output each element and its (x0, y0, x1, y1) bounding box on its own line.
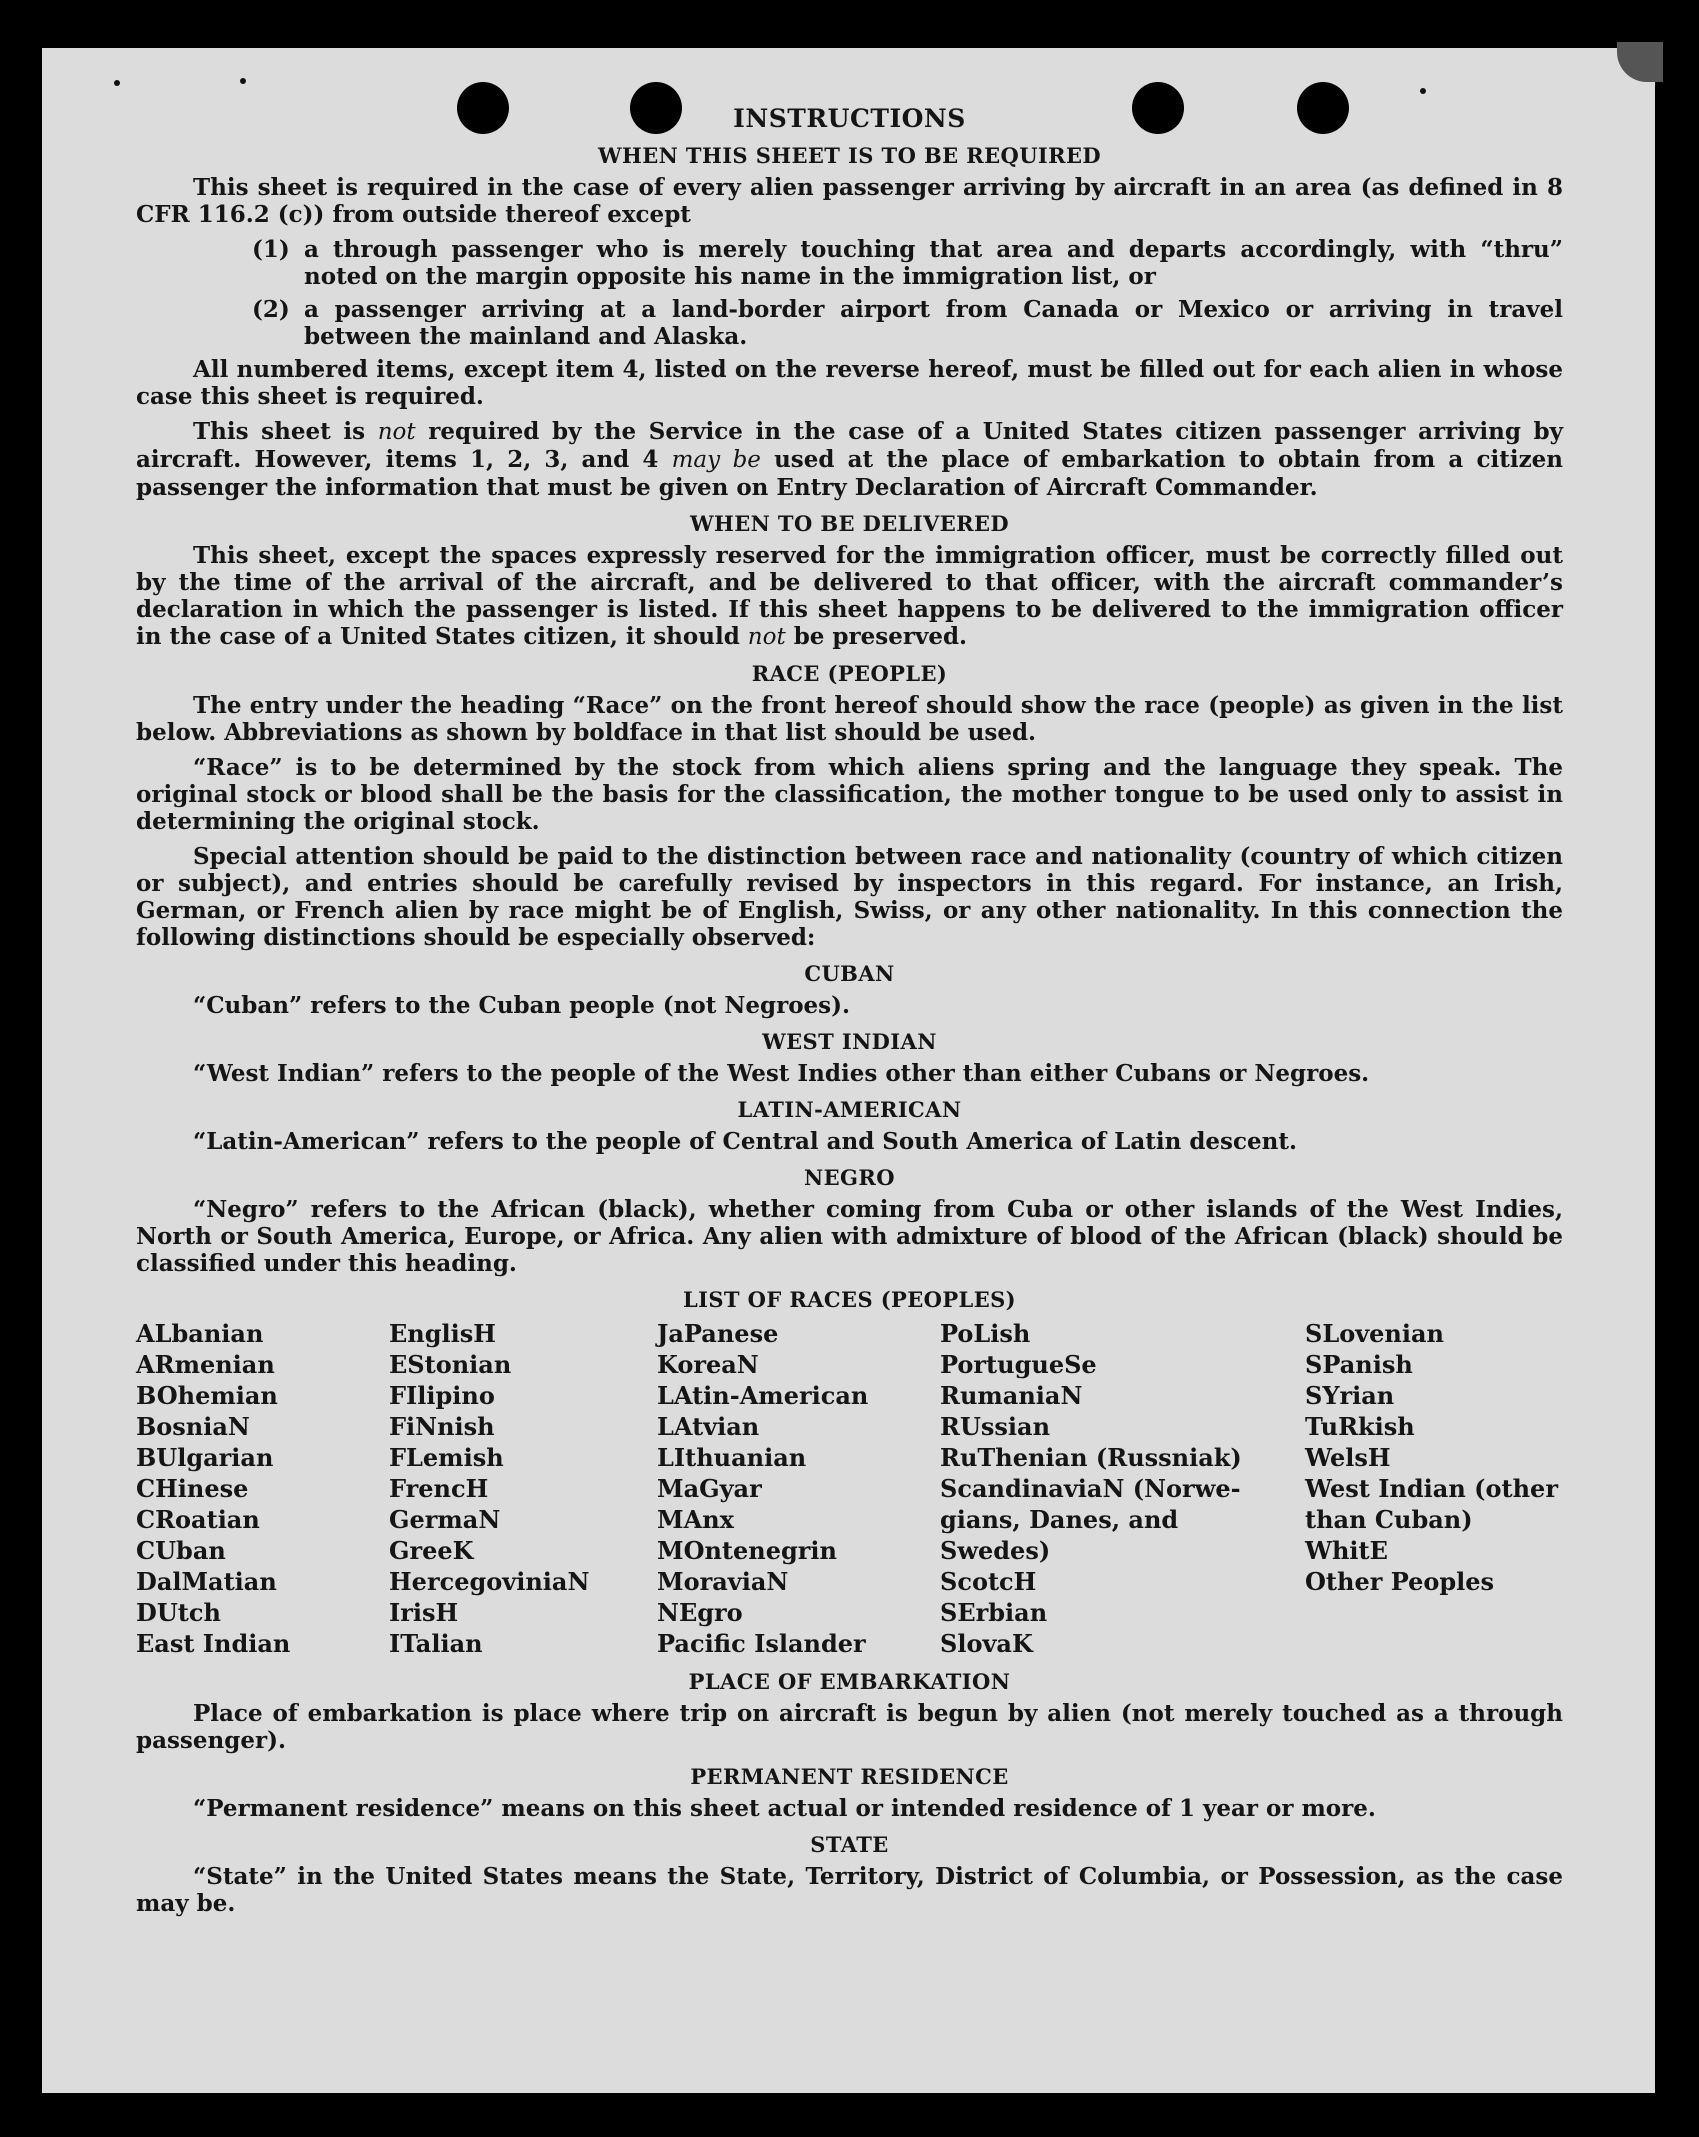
race-entry: WelsH (1305, 1443, 1391, 1472)
races-column (1305, 1318, 1565, 1659)
race-entry: ITalian (389, 1629, 483, 1658)
speck (114, 80, 120, 86)
section-heading-required: WHEN THIS SHEET IS TO BE REQUIRED (597, 143, 1102, 168)
section-heading-latin-american: LATIN-AMERICAN (737, 1097, 962, 1122)
race-entry: FLemish (389, 1443, 504, 1472)
race-entry: MaGyar (657, 1474, 762, 1503)
races-column (940, 1318, 1305, 1659)
race-entry: SYrian (1305, 1381, 1395, 1410)
section-heading-list-of-races: LIST OF RACES (PEOPLES) (682, 1287, 1017, 1312)
race-entry: East Indian (136, 1629, 291, 1658)
race-entry: BOhemian (136, 1381, 278, 1410)
race-entry: LAtvian (657, 1412, 760, 1441)
race-entry: RUssian (940, 1412, 1051, 1441)
race-entry: KoreaN (657, 1350, 759, 1379)
races-column (657, 1318, 940, 1659)
race-entry: BUlgarian (136, 1443, 274, 1472)
races-column (389, 1318, 657, 1659)
cuban-paragraph: “Cuban” refers to the Cuban people (not Negroes). (193, 992, 851, 1019)
race-paragraph-1: The entry under the heading “Race” on the front hereof should show the race (people) as given in the list below. Abbreviations as shown by boldface in that list should be used. (136, 692, 1563, 746)
race-entry: CRoatian (136, 1505, 260, 1534)
section-heading-delivered: WHEN TO BE DELIVERED (689, 511, 1009, 536)
race-entry: EnglisH (389, 1319, 496, 1348)
race-entry: FrencH (389, 1474, 489, 1503)
race-entry: IrisH (389, 1598, 459, 1627)
race-entry: RuThenian (Russniak) (940, 1443, 1242, 1472)
punch-hole (1297, 82, 1349, 134)
race-entry: Pacific Islander (657, 1629, 866, 1658)
race-entry: RumaniaN (940, 1381, 1083, 1410)
race-entry: ALbanian (136, 1319, 264, 1348)
page-title: INSTRUCTIONS (733, 104, 966, 133)
speck (240, 78, 246, 84)
citizen-paragraph: This sheet is not required by the Service in the case of a United States citizen passenger arriving by aircraft. However, items 1, 2, 3, and 4 may be used at the place of embarkation to obtain from a citizen passenger the information that must be given on Entry Declaration of Aircraft Commander. (136, 418, 1564, 501)
race-entry: SLovenian (1305, 1319, 1444, 1348)
race-entry: JaPanese (657, 1319, 779, 1348)
latin-american-paragraph: “Latin-American” refers to the people of Central and South America of Latin descent. (193, 1128, 1297, 1155)
punch-hole (1132, 82, 1184, 134)
item-number: (1) (252, 236, 290, 263)
race-entry: HercegoviniaN (389, 1567, 590, 1596)
section-heading-negro: NEGRO (804, 1165, 895, 1190)
state-paragraph: “State” in the United States means the State, Territory, District of Columbia, or Possession, as the case may be. (136, 1863, 1563, 1917)
race-entry: DalMatian (136, 1567, 277, 1596)
race-entry: West Indian (other (1305, 1474, 1558, 1503)
race-entry: PortugueSe (940, 1350, 1097, 1379)
race-entry: GermaN (389, 1505, 501, 1534)
race-entry: gians, Danes, and (940, 1505, 1179, 1534)
item-text: a through passenger who is merely touching that area and departs accordingly, with “thru” noted on the margin opposite his name in the immigration list, or (304, 236, 1563, 290)
west-indian-paragraph: “West Indian” refers to the people of the West Indies other than either Cubans or Negroes. (193, 1060, 1370, 1087)
item-text: a passenger arriving at a land-border airport from Canada or Mexico or arriving in travel between the mainland and Alaska. (304, 296, 1563, 350)
race-entry: MoraviaN (657, 1567, 789, 1596)
section-heading-cuban: CUBAN (804, 961, 895, 986)
section-heading-residence: PERMANENT RESIDENCE (690, 1764, 1009, 1789)
race-entry: SErbian (940, 1598, 1048, 1627)
race-entry: LIthuanian (657, 1443, 807, 1472)
race-entry: NEgro (657, 1598, 743, 1627)
race-paragraph-3: Special attention should be paid to the distinction between race and nationality (country of which citizen or subject), and entries should be carefully revised by inspectors in this regard. For instance, an Irish, German, or French alien by race might be of English, Swiss, or any other nationality. In this connection the following distinctions should be especially observed: (136, 843, 1563, 951)
section-heading-state: STATE (810, 1832, 889, 1857)
numbered-items-paragraph: All numbered items, except item 4, listed on the reverse hereof, must be filled out for each alien in whose case this sheet is required. (136, 356, 1563, 410)
punch-hole (630, 82, 682, 134)
race-entry: CUban (136, 1536, 226, 1565)
race-entry: MAnx (657, 1505, 734, 1534)
document-sheet (42, 48, 1655, 2093)
embarkation-paragraph: Place of embarkation is place where trip on aircraft is begun by alien (not merely touched as a through passenger). (136, 1700, 1563, 1754)
race-entry: SlovaK (940, 1629, 1033, 1658)
race-paragraph-2: “Race” is to be determined by the stock from which aliens spring and the language they speak. The original stock or blood shall be the basis for the classification, the mother tongue to be used only to assist in determining the original stock. (136, 754, 1563, 835)
section-heading-west-indian: WEST INDIAN (762, 1029, 937, 1054)
races-column (136, 1318, 389, 1659)
delivered-paragraph: This sheet, except the spaces expressly reserved for the immigration officer, must be correctly filled out by the time of the arrival of the aircraft, and be delivered to that officer, with the aircraft commander’s declaration in which the passenger is listed. If this sheet happens to be delivered to the immigration officer in the case of a United States citizen, it should not be preserved. (136, 542, 1563, 650)
race-entry: ScotcH (940, 1567, 1037, 1596)
section-heading-embarkation: PLACE OF EMBARKATION (688, 1669, 1011, 1694)
race-entry: DUtch (136, 1598, 221, 1627)
race-entry: CHinese (136, 1474, 249, 1503)
races-list (136, 1318, 1563, 1659)
race-entry: FIlipino (389, 1381, 495, 1410)
section-heading-race: RACE (PEOPLE) (751, 661, 948, 686)
race-entry: MOntenegrin (657, 1536, 837, 1565)
residence-paragraph: “Permanent residence” means on this sheet actual or intended residence of 1 year or more. (193, 1795, 1376, 1822)
speck (1420, 88, 1426, 94)
race-entry: FiNnish (389, 1412, 495, 1441)
race-entry: PoLish (940, 1319, 1031, 1348)
exception-item (252, 296, 1563, 350)
punch-hole (457, 82, 509, 134)
race-entry: Other Peoples (1305, 1567, 1495, 1596)
race-entry: LAtin-American (657, 1381, 869, 1410)
race-entry: ARmenian (136, 1350, 275, 1379)
race-entry: GreeK (389, 1536, 474, 1565)
exception-item (252, 236, 1563, 290)
item-number: (2) (252, 296, 290, 323)
race-entry: than Cuban) (1305, 1505, 1473, 1534)
race-entry: Swedes) (940, 1536, 1051, 1565)
race-entry: ScandinaviaN (Norwe- (940, 1474, 1241, 1503)
race-entry: WhitE (1305, 1536, 1388, 1565)
page-corner (1617, 42, 1663, 82)
race-entry: SPanish (1305, 1350, 1413, 1379)
race-entry: BosniaN (136, 1412, 250, 1441)
negro-paragraph: “Negro” refers to the African (black), whether coming from Cuba or other islands of the West Indies, North or South America, Europe, or Africa. Any alien with admixture of blood of the African (black) should be classified under this heading. (136, 1196, 1563, 1277)
race-entry: EStonian (389, 1350, 512, 1379)
required-intro: This sheet is required in the case of every alien passenger arriving by aircraft in an area (as defined in 8 CFR 116.2 (c)) from outside thereof except (136, 174, 1563, 228)
race-entry: TuRkish (1305, 1412, 1415, 1441)
